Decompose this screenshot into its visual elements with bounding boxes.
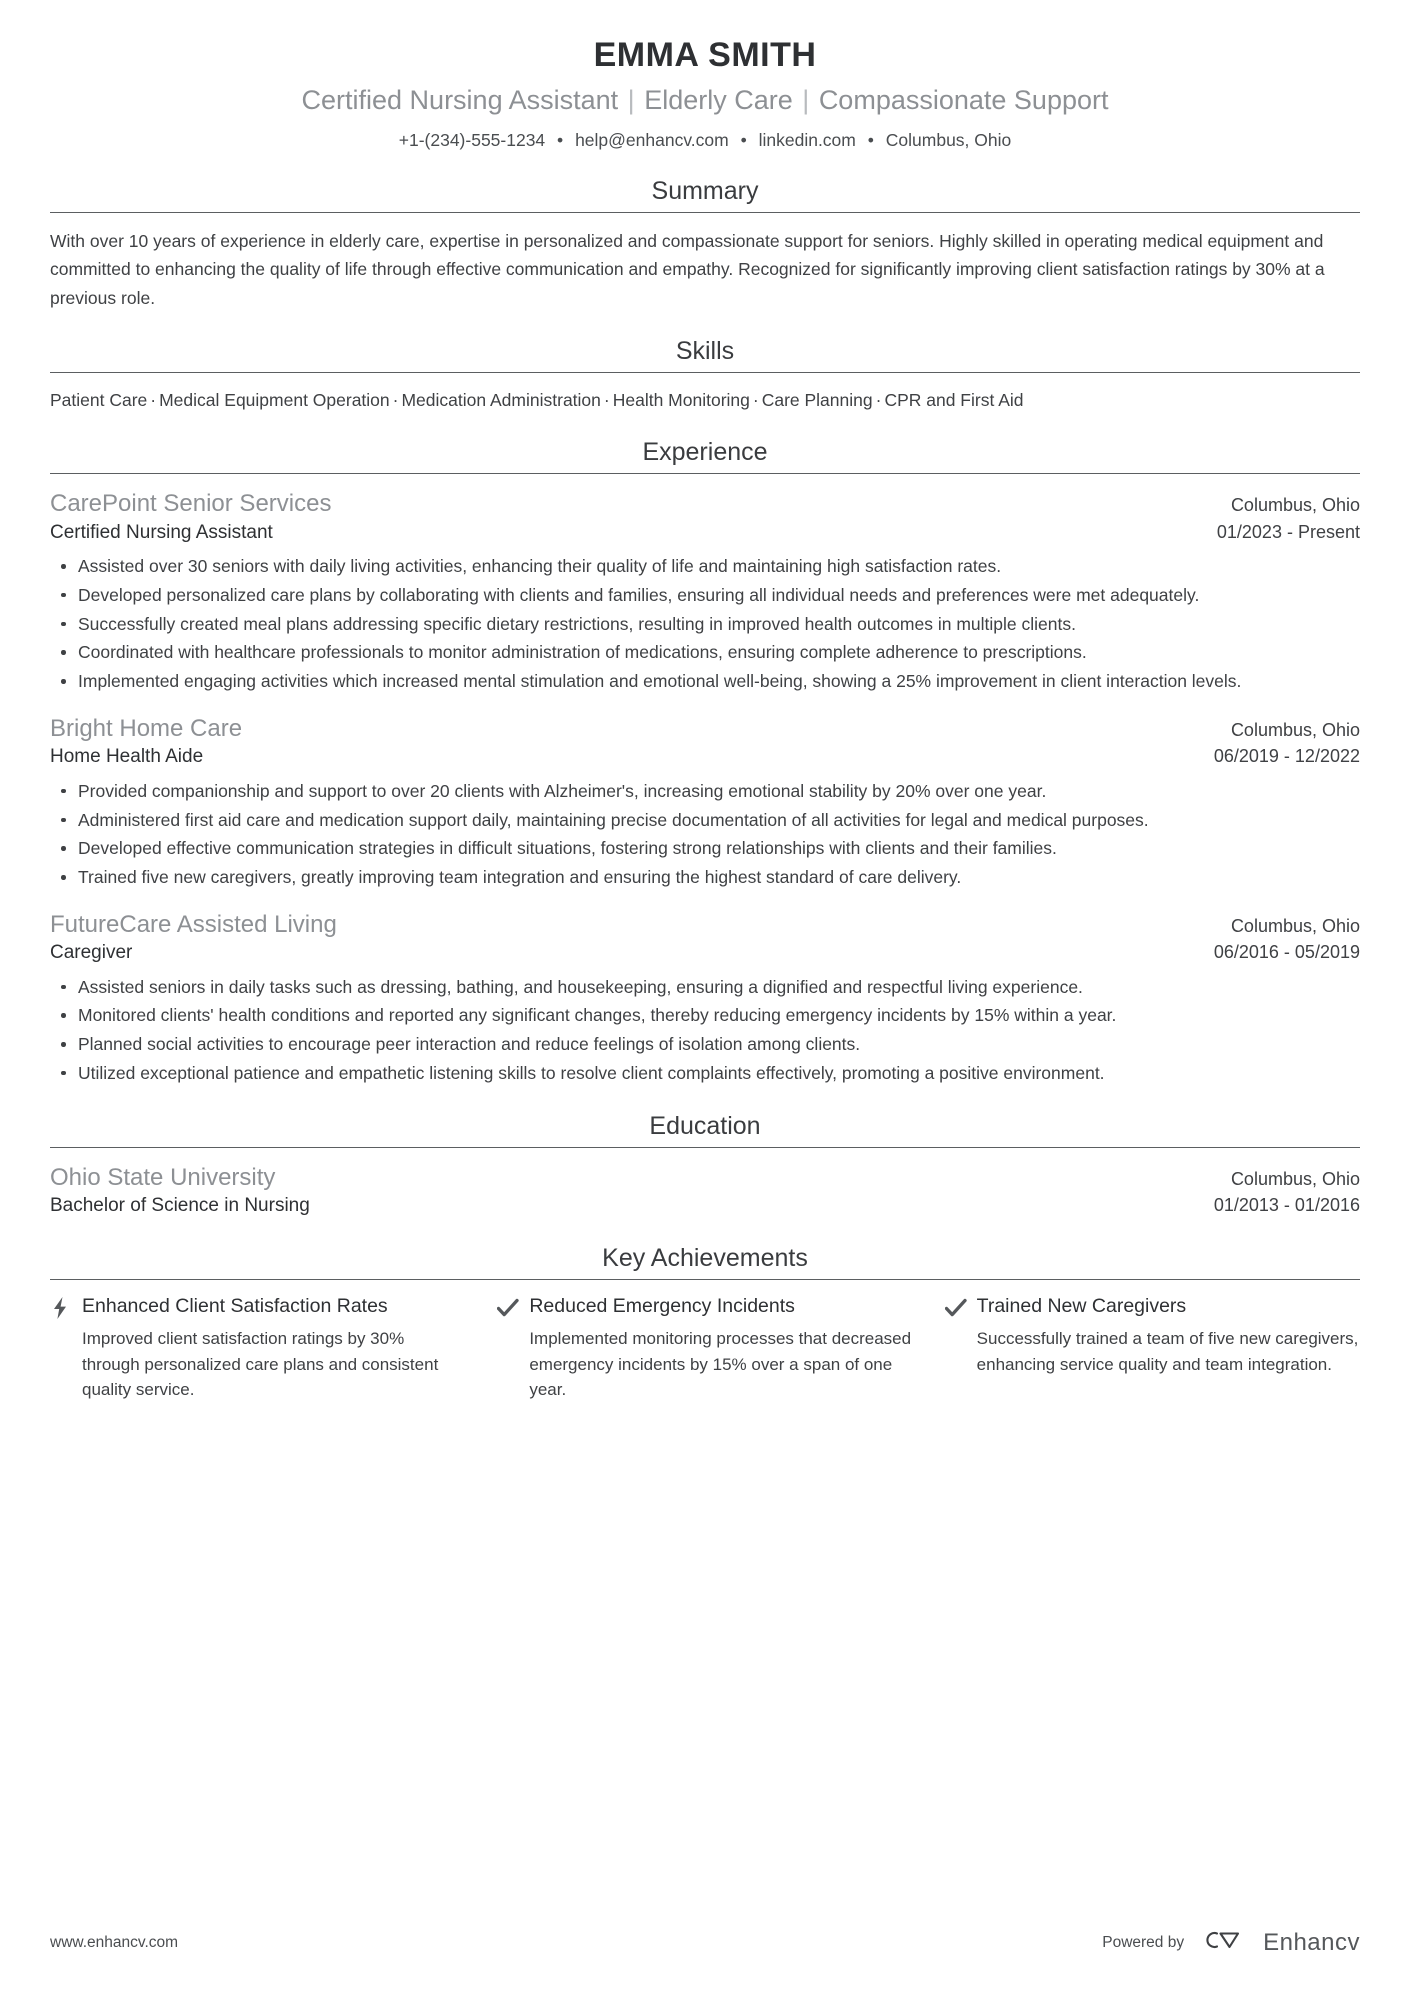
experience-dates: 06/2016 - 05/2019: [1213, 942, 1360, 963]
experience-entry-subheader: [50, 744, 1360, 771]
bullet-item: Administered first aid care and medication support daily, maintaining precise documentation of all activities for legal and medical purposes.: [76, 807, 1360, 834]
skill-separator: ·: [392, 390, 399, 411]
experience-organization: Bright Home Care: [50, 714, 243, 742]
contact-phone: +1-(234)-555-1234: [398, 129, 546, 150]
achievement-item: [497, 1294, 912, 1401]
contact-linkedin[interactable]: linkedin.com: [758, 129, 856, 150]
experience-location: Columbus, Ohio: [1230, 915, 1360, 936]
headline-part-3: Compassionate Support: [818, 84, 1109, 115]
achievement-title: Reduced Emergency Incidents: [529, 1295, 795, 1318]
section-divider: [50, 1147, 1360, 1148]
education-institution: Ohio State University: [50, 1163, 276, 1191]
bullet-item: Utilized exceptional patience and empathetic listening skills to resolve client complaints effectively, promoting a positive environment.: [76, 1060, 1360, 1087]
experience-location: Columbus, Ohio: [1230, 719, 1360, 740]
achievement-body: [977, 1294, 1360, 1401]
experience-organization: FutureCare Assisted Living: [50, 910, 337, 938]
achievements-section: [50, 1243, 1360, 1401]
achievement-body: [529, 1294, 912, 1401]
contact-separator-icon: •: [867, 129, 874, 150]
skill-item: CPR and First Aid: [884, 390, 1024, 411]
section-divider: [50, 1279, 1360, 1280]
bullet-item: Coordinated with healthcare professionals to monitor administration of medications, ensuring complete adherence to prescriptions.: [76, 639, 1360, 666]
bullet-item: Provided companionship and support to over 20 clients with Alzheimer's, increasing emotional stability by 20% over one year.: [76, 778, 1360, 805]
bullet-item: Planned social activities to encourage peer interaction and reduce feelings of isolation among clients.: [76, 1031, 1360, 1058]
experience-bullets: [50, 974, 1360, 1087]
bullet-item: Successfully created meal plans addressing specific dietary restrictions, resulting in improved health outcomes in multiple clients.: [76, 611, 1360, 638]
check-mark-icon: [497, 1294, 519, 1401]
achievement-description: Successfully trained a team of five new caregivers, enhancing service quality and team integration.: [976, 1329, 1359, 1374]
headline-part-2: Elderly Care: [644, 84, 793, 115]
bullet-item: Monitored clients' health conditions and reported any significant changes, thereby reducing emergency incidents by 15% within a year.: [76, 1002, 1360, 1029]
skill-item: Patient Care: [50, 390, 148, 411]
page-footer: [50, 1926, 1360, 1959]
achievements-heading: Key Achievements: [602, 1244, 808, 1273]
contact-location: Columbus, Ohio: [885, 129, 1012, 150]
skill-separator: ·: [875, 390, 882, 411]
footer-website-link[interactable]: www.enhancv.com: [50, 1933, 179, 1951]
check-mark-icon: [945, 1294, 967, 1401]
skill-separator: ·: [603, 390, 610, 411]
bullet-item: Developed effective communication strategies in difficult situations, fostering strong relationships with clients and their families.: [76, 835, 1360, 862]
headline-separator: |: [802, 84, 810, 115]
education-heading: Education: [649, 1111, 761, 1140]
experience-location: Columbus, Ohio: [1230, 495, 1360, 516]
skill-item: Medical Equipment Operation: [159, 390, 390, 411]
bullet-item: Assisted seniors in daily tasks such as dressing, bathing, and housekeeping, ensuring a dignified and respectful living experience.: [76, 974, 1360, 1001]
enhancv-logo-icon: [1200, 1926, 1252, 1959]
education-dates: 01/2013 - 01/2016: [1213, 1194, 1360, 1215]
bullet-item: Implemented engaging activities which increased mental stimulation and emotional well-being, showing a 25% improvement in client interaction levels.: [76, 668, 1360, 695]
experience-dates: 01/2023 - Present: [1216, 521, 1360, 542]
resume-header: [50, 34, 1360, 152]
summary-heading: Summary: [651, 177, 759, 206]
achievement-item: [945, 1294, 1360, 1401]
summary-section: [50, 176, 1360, 312]
powered-by-label: Powered by: [1102, 1933, 1185, 1951]
experience-dates: 06/2019 - 12/2022: [1213, 746, 1360, 767]
achievement-title: Enhanced Client Satisfaction Rates: [82, 1295, 388, 1318]
contact-separator-icon: •: [557, 129, 564, 150]
experience-entry-subheader: [50, 520, 1360, 547]
contact-separator-icon: •: [740, 129, 747, 150]
skill-separator: ·: [752, 390, 759, 411]
achievement-body: [82, 1294, 465, 1401]
experience-organization: CarePoint Senior Services: [50, 490, 332, 518]
bullet-item: Assisted over 30 seniors with daily living activities, enhancing their quality of life and maintaining high satisfaction rates.: [76, 553, 1360, 580]
contact-line: [50, 128, 1360, 153]
summary-text: With over 10 years of experience in elderly care, expertise in personalized and compassionate support for seniors. Highly skilled in operating medical equipment and committed to enhancing the quality of life through effective communication and empathy. Recognized for significantly improving client satisfaction ratings by 30% at a previous role.: [50, 231, 1325, 308]
experience-entry: [50, 909, 1360, 1087]
experience-entry: [50, 488, 1360, 695]
education-location: Columbus, Ohio: [1230, 1168, 1360, 1189]
achievement-description: Implemented monitoring processes that decreased emergency incidents by 15% over a span of one year.: [529, 1329, 912, 1399]
bullet-item: Developed personalized care plans by collaborating with clients and families, ensuring all individual needs and preferences were met adequately.: [76, 582, 1360, 609]
experience-section: [50, 437, 1360, 1086]
experience-bullets: [50, 553, 1360, 695]
skills-section: [50, 336, 1360, 413]
headline-part-1: Certified Nursing Assistant: [301, 84, 619, 115]
skill-item: Care Planning: [761, 390, 873, 411]
education-degree: Bachelor of Science in Nursing: [50, 1194, 310, 1216]
achievement-item: [50, 1294, 465, 1401]
experience-entry: [50, 713, 1360, 891]
experience-role: Home Health Aide: [50, 746, 204, 768]
candidate-headline: [50, 83, 1360, 118]
education-entry: [50, 1162, 1360, 1220]
experience-entry-header: [50, 713, 1360, 744]
headline-separator: |: [627, 84, 635, 115]
bullet-item: Trained five new caregivers, greatly improving team integration and ensuring the highest standard of care delivery.: [76, 864, 1360, 891]
enhancv-brand[interactable]: [1200, 1926, 1360, 1959]
education-entry-subheader: [50, 1193, 1360, 1220]
achievement-title: Trained New Caregivers: [976, 1295, 1187, 1318]
skills-heading: Skills: [675, 337, 735, 366]
section-divider: [50, 372, 1360, 373]
experience-entry-header: [50, 488, 1360, 519]
contact-email[interactable]: help@enhancv.com: [575, 129, 729, 150]
footer-branding: [1102, 1926, 1360, 1959]
section-divider: [50, 212, 1360, 213]
experience-entry-subheader: [50, 940, 1360, 967]
experience-role: Caregiver: [50, 942, 133, 964]
experience-heading: Experience: [642, 438, 768, 467]
skills-list: [50, 387, 1360, 413]
skill-item: Health Monitoring: [612, 390, 750, 411]
experience-role: Certified Nursing Assistant: [50, 521, 273, 543]
section-divider: [50, 473, 1360, 474]
lightning-bolt-icon: [50, 1294, 72, 1401]
achievements-grid: [50, 1294, 1360, 1401]
experience-entry-header: [50, 909, 1360, 940]
experience-bullets: [50, 778, 1360, 891]
enhancv-wordmark: Enhancv: [1263, 1928, 1360, 1956]
education-section: [50, 1111, 1360, 1220]
skill-item: Medication Administration: [401, 390, 601, 411]
achievement-description: Improved client satisfaction ratings by 30% through personalized care plans and consistent quality service.: [82, 1329, 439, 1399]
candidate-name: EMMA SMITH: [593, 36, 817, 74]
skill-separator: ·: [150, 390, 157, 411]
education-entry-header: [50, 1162, 1360, 1193]
